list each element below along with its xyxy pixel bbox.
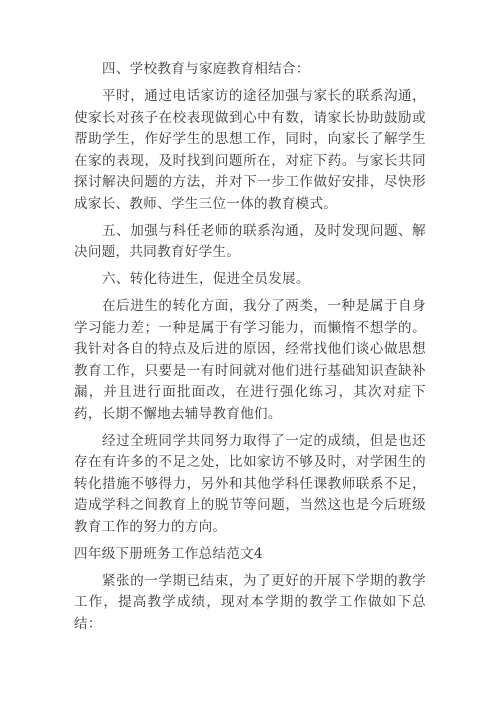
section-heading-5: 五、加强与科任老师的联系沟通，及时发现问题、解决问题，共同教育好学生。 xyxy=(74,222,426,260)
paragraph-achievements: 经过全班同学共同努力取得了一定的成绩，但是也还存在有许多的不足之处，比如家访不够及时，对学困生的转化措施不够得力，另外和其他学科任课教师联系不足，造成学科之间教育上的脱节等问题，当然这也是今后班级教育工作的努力的方向。 xyxy=(74,432,426,535)
paragraph-struggling-students: 在后进生的转化方面，我分了两类，一种是属于自身学习能力差；一种是属于有学习能力，而懒惰不想学的。我针对各自的特点及后进的原因，经常找他们谈心做思想教育工作，只要是一有时间就对他们进行基础知识查缺补漏，并且进行面批面改，在进行强化练习，其次对症下药，长期不懈地去辅导教育他们。 xyxy=(74,298,426,422)
document-body xyxy=(74,59,426,641)
paragraph-home-school: 平时，通过电话家访的途径加强与家长的联系沟通，使家长对孩子在校表现做到心中有数，请家长协助鼓励或帮助学生，作好学生的思想工作，同时，向家长了解学生在家的表现，及时找到问题所在，对症下药。与家长共同探讨解决问题的方法，并对下一步工作做好安排，尽快形成家长、教师、学生三位一体的教育模式。 xyxy=(74,88,426,212)
article-title: 四年级下册班务工作总结范文4 xyxy=(74,545,263,562)
section-heading-4: 四、学校教育与家庭教育相结合： xyxy=(102,61,310,77)
paragraph-intro: 紧张的一学期已结束，为了更好的开展下学期的教学工作，提高教学成绩，现对本学期的教学工作做如下总结： xyxy=(74,572,426,632)
section-heading-6: 六、转化待进生，促进全员发展。 xyxy=(102,271,310,287)
